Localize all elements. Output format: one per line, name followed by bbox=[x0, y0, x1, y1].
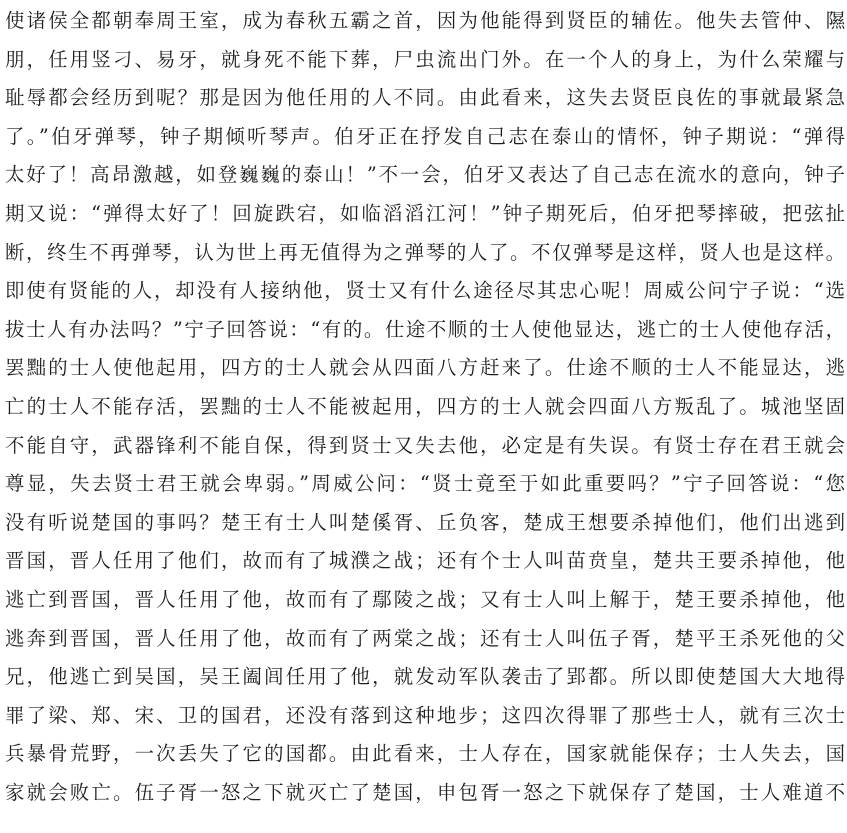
text-line: 耻辱都会经历到呢？那是因为他任用的人不同。由此看来，这失去贤臣良佐的事就最紧急 bbox=[5, 86, 845, 110]
text-line: 使诸侯全都朝奉周王室，成为春秋五霸之首，因为他能得到贤臣的辅佐。他失去管仲、隰 bbox=[5, 9, 845, 32]
text-line: 家就会败亡。伍子胥一怒之下就灭亡了楚国，申包胥一怒之下就保存了楚国，士人难道不 bbox=[5, 780, 845, 804]
text-line: 兵暴骨荒野，一次丢失了它的国都。由此看来，士人存在，国家就能保存；士人失去，国 bbox=[5, 742, 845, 766]
text-line: 亡的士人不能存活，罢黜的士人不能被起用，四方的士人就会四面八方叛乱了。城池坚固 bbox=[5, 394, 845, 418]
text-line: 期又说：“弹得太好了！回旋跌宕，如临滔滔江河！”钟子期死后，伯牙把琴摔破，把弦扯 bbox=[5, 201, 845, 225]
text-line: 了。”伯牙弹琴，钟子期倾听琴声。伯牙正在抒发自己志在泰山的情怀，钟子期说：“弹得 bbox=[5, 124, 845, 148]
text-line: 拔士人有办法吗？”宁子回答说：“有的。仕途不顺的士人使他显达，逃亡的士人使他存活， bbox=[5, 317, 845, 341]
text-line: 太好了！高昂激越，如登巍巍的泰山！”不一会，伯牙又表达了自己志在流水的意向，钟子 bbox=[5, 163, 845, 187]
text-line: 兄，他逃亡到吴国，吴王阖闾任用了他，就发动军队袭击了郢都。所以即使楚国大大地得 bbox=[5, 665, 845, 689]
text-line: 没有听说楚国的事吗？楚王有士人叫楚傒胥、丘负客，楚成王想要杀掉他们，他们出逃到 bbox=[5, 510, 845, 534]
text-line: 尊显，失去贤士君王就会卑弱。”周威公问：“贤士竟至于如此重要吗？”宁子回答说：“您 bbox=[5, 472, 845, 496]
text-line: 断，终生不再弹琴，认为世上再无值得为之弹琴的人了。不仅弹琴是这样，贤人也是这样。 bbox=[5, 240, 845, 264]
text-line: 逃亡到晋国，晋人任用了他，故而有了鄢陵之战；又有士人叫上解于，楚王要杀掉他，他 bbox=[5, 587, 845, 611]
text-line: 逃奔到晋国，晋人任用了他，故而有了两棠之战；还有士人叫伍子胥，楚平王杀死他的父 bbox=[5, 626, 845, 650]
body-text bbox=[5, 2, 845, 812]
text-line: 不能自守，武器锋利不能自保，得到贤士又失去他，必定是有失误。有贤士存在君王就会 bbox=[5, 433, 845, 457]
text-line: 朋，任用竖刁、易牙，就身死不能下葬，尸虫流出门外。在一个人的身上，为什么荣耀与 bbox=[5, 47, 845, 71]
text-line: 罪了梁、郑、宋、卫的国君，还没有落到这种地步；这四次得罪了那些士人，就有三次士 bbox=[5, 703, 845, 727]
text-line: 晋国，晋人任用了他们，故而有了城濮之战；还有个士人叫苗贲皇，楚共王要杀掉他，他 bbox=[5, 549, 845, 573]
text-line: 即使有贤能的人，却没有人接纳他，贤士又有什么途径尽其忠心呢！周威公问宁子说：“选 bbox=[5, 279, 845, 303]
text-line: 罢黜的士人使他起用，四方的士人就会从四面八方赶来了。仕途不顺的士人不能显达，逃 bbox=[5, 356, 845, 380]
